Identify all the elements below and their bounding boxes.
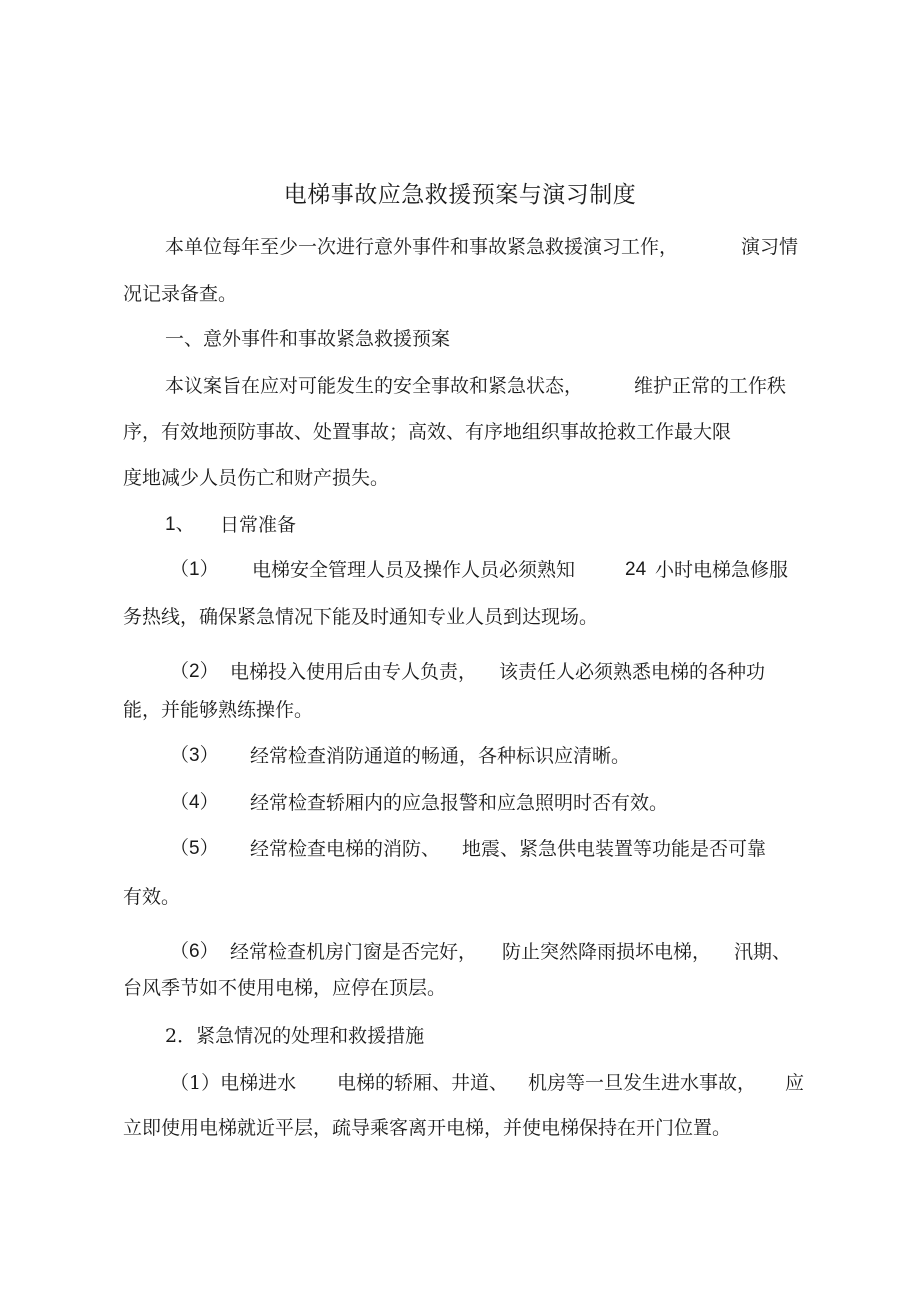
- sub2-item-1-line-1d: 应: [785, 1072, 805, 1094]
- item-2-number: （2）: [170, 661, 219, 682]
- item-3-number: （3）: [170, 745, 219, 766]
- item-6-line-2: 台风季节如不使用电梯，应停在顶层。: [123, 977, 447, 999]
- item-1-line-1c: 小时电梯急修服: [655, 559, 789, 581]
- item-1-line-2: 务热线，确保紧急情况下能及时通知专业人员到达现场。: [123, 606, 599, 628]
- item-5-number: （5）: [170, 838, 219, 859]
- item-4-text: 经常检查轿厢内的应急报警和应急照明时否有效。: [250, 792, 669, 814]
- sub2-item-1-line-1c: 机房等一旦发生进水事故，: [528, 1072, 757, 1094]
- intro-line-1b: 演习情: [741, 236, 799, 258]
- intro-line-1a: 本单位每年至少一次进行意外事件和事故紧急救援演习工作，: [165, 236, 679, 258]
- item-1-line-1a: 电梯安全管理人员及操作人员必须熟知: [252, 559, 576, 581]
- item-5-line-2: 有效。: [123, 886, 181, 908]
- sub2-item-1-line-2: 立即使用电梯就近平层，疏导乘客离开电梯，并使电梯保持在开门位置。: [123, 1117, 732, 1139]
- item-4-number: （4）: [170, 792, 219, 813]
- purpose-line-1b: 维护正常的工作秩: [634, 375, 787, 397]
- sub2-item-1-line-1b: 电梯的轿厢、井道、: [337, 1072, 509, 1094]
- item-1-hours: 24: [625, 559, 647, 580]
- purpose-line-1a: 本议案旨在应对可能发生的安全事故和紧急状态，: [165, 375, 584, 397]
- subsection-2-heading: 2．紧急情况的处理和救援措施: [165, 1025, 425, 1047]
- subsection-1-number: 1、: [165, 514, 195, 535]
- item-6-line-1c: 汛期、: [734, 941, 792, 963]
- item-2-line-2: 能，并能够熟练操作。: [123, 699, 314, 721]
- item-5-line-1a: 经常检查电梯的消防、: [250, 838, 441, 860]
- item-1-number: （1）: [170, 559, 219, 580]
- item-2-line-1b: 该责任人必须熟悉电梯的各种功: [499, 661, 766, 683]
- item-6-line-1a: 经常检查机房门窗是否完好，: [230, 941, 478, 963]
- sub2-item-1-line-1a: （1）电梯进水: [170, 1072, 297, 1094]
- purpose-line-2: 序，有效地预防事故、处置事故；高效、有序地组织事故抢救工作最大限: [123, 421, 732, 443]
- purpose-line-3: 度地减少人员伤亡和财产损失。: [123, 467, 390, 489]
- document-title: 电梯事故应急救援预案与演习制度: [283, 182, 637, 208]
- item-3-text: 经常检查消防通道的畅通，各种标识应清晰。: [250, 745, 631, 767]
- section-1-heading: 一、意外事件和事故紧急救援预案: [165, 328, 451, 350]
- subsection-1-title: 日常准备: [220, 514, 297, 536]
- item-2-line-1a: 电梯投入使用后由专人负责，: [230, 661, 478, 683]
- item-5-line-1b: 地震、紧急供电装置等功能是否可靠: [462, 838, 767, 860]
- intro-line-2: 况记录备查。: [123, 283, 238, 305]
- item-6-line-1b: 防止突然降雨损坏电梯，: [502, 941, 712, 963]
- item-6-number: （6）: [170, 941, 219, 962]
